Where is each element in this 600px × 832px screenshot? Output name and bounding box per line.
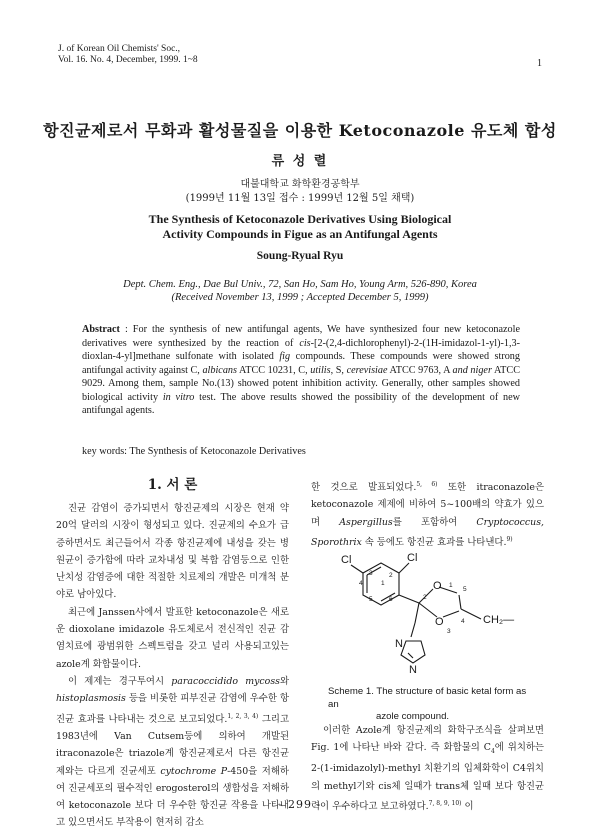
journal-line-2: Vol. 16. No. 4, December, 1999. 1~8 bbox=[58, 55, 198, 65]
nitrogen-label: N bbox=[395, 638, 403, 650]
chlorine-label: Cl bbox=[341, 554, 352, 566]
text-run: 또한 itraconazole은 ketoconazole 제제에 비하여 5~100배의 약효가 있으며 bbox=[311, 482, 544, 528]
scheme-caption-line-2: azole compound. bbox=[376, 711, 450, 722]
abstract-italic: in vitro bbox=[162, 391, 195, 403]
oxygen-label: O bbox=[435, 616, 444, 628]
english-dates: (Received November 13, 1999 ; Accepted December 5, 1999) bbox=[171, 292, 429, 303]
text-run: 속 등에도 항진균 효과를 나타낸다. bbox=[361, 537, 507, 549]
ring-number: 2 bbox=[423, 594, 427, 601]
abstract-italic: fig bbox=[279, 351, 291, 362]
abstract-label: Abstract bbox=[82, 324, 120, 335]
korean-dates: (1999년 11월 13일 접수 : 1999년 12월 5일 채택) bbox=[185, 193, 415, 204]
subscript: 4 bbox=[490, 748, 495, 756]
abstract-italic: albicans bbox=[202, 364, 237, 376]
abstract-text: compounds. These compounds were showed strong antifungal activity against C, bbox=[82, 351, 520, 376]
text-run: 를 포함하여 bbox=[392, 516, 477, 528]
ring-number: 3 bbox=[369, 570, 373, 577]
ring-number: 5 bbox=[463, 586, 467, 593]
left-column bbox=[56, 500, 289, 832]
italic-run: histoplasmosis bbox=[56, 693, 126, 705]
journal-line-1: J. of Korean Oil Chemists' Soc., bbox=[58, 44, 181, 54]
abstract bbox=[82, 323, 520, 418]
ring-number: 3 bbox=[447, 628, 451, 635]
methylene-label: CH₂— bbox=[483, 614, 515, 626]
chlorine-label: Cl bbox=[407, 552, 418, 564]
italic-run: cytochrome P bbox=[160, 765, 228, 777]
scheme-caption bbox=[328, 686, 538, 724]
bonds bbox=[351, 563, 481, 663]
reference-superscript: 1, 2, 3, 4) bbox=[227, 712, 259, 720]
section-heading: 1. 서 론 bbox=[147, 477, 198, 493]
reference-superscript: 9) bbox=[506, 536, 513, 544]
ring-number: 6 bbox=[389, 596, 393, 603]
italic-run: Cryptococcus, Sporothrix bbox=[311, 516, 544, 549]
text-run: 이 bbox=[461, 801, 474, 813]
text-run: -450을 저해하여 진균세포의 필수적인 erogosterol의 생합성을 저해하여 ketoconazole 보다 더 우수한 항진균 작용을 나타내고 있으면서도 부작용이 현저히 감소 bbox=[56, 765, 289, 829]
abstract-text: ATCC 9029. Among them, sample No.(13) showed potent inhibition activity. Generally, other samples showed biological activity bbox=[82, 364, 520, 403]
ring-number: 4 bbox=[359, 580, 363, 587]
text-run: 이 제제는 경구투여시 bbox=[68, 675, 172, 687]
english-author: Soung-Ryual Ryu bbox=[256, 250, 344, 262]
abstract-text: : For the synthesis of new antifungal agents, We have synthesized four new ketoconazole derivatives were synthesized by the reaction of bbox=[82, 324, 520, 349]
abstract-italic: and niger bbox=[452, 364, 492, 376]
text-run: 한 것으로 발표되었다. bbox=[311, 482, 417, 494]
nitrogen-label: N bbox=[409, 664, 417, 676]
abstract-text: test. The above results showed the possibility of the development of new antifungal agents. bbox=[82, 391, 520, 416]
chemical-structure-scheme bbox=[311, 541, 544, 681]
italic-run: Aspergillus bbox=[339, 516, 393, 528]
abstract-text: ATCC 9763, A bbox=[387, 364, 453, 376]
abstract-italic: utilis bbox=[310, 364, 331, 376]
paragraph: 최근에 Janssen사에서 발표한 ketoconazole은 새로운 dioxolane imidazole 유도체로서 전신적인 진균 감염치료에 광범위한 스펙트럼을 갖고 널리 사용되고있는 azole계 화합물이다. bbox=[56, 606, 289, 670]
paragraph: 진균 감염이 증가되면서 항진균제의 시장은 현재 약 20억 달러의 시장이 형성되고 있다. 진균제의 수요가 급증하면서도 최근들어서 각종 항진균제에 내성을 갖는 병원균이 증가함에 따라 교차내성 및 복합 감염등으로 인한 난치성 감염증에 대한 적절한 치료제의 개발은 미개척 분야로 남아있다. bbox=[56, 503, 289, 601]
ring-numbers bbox=[359, 570, 467, 635]
text-run: 그리고 1983년에 Van Cutsem등에 의하여 개발된 itraconazole은 triazole계 항진균제로서 다른 항진균제와는 다르게 진균세포 bbox=[56, 713, 289, 777]
english-title-line-2: Activity Compounds in Figue as an Antifungal Agents bbox=[162, 227, 438, 241]
english-affiliation: Dept. Chem. Eng., Dae Bul Univ., 72, San Ho, Sam Ho, Young Arm, 526-890, Korea bbox=[123, 279, 477, 290]
ring-number: 5 bbox=[369, 596, 373, 603]
text-run: 와 bbox=[279, 675, 290, 687]
journal-citation bbox=[58, 44, 198, 66]
korean-author: 류 성 렬 bbox=[271, 154, 329, 169]
scheme-caption-line-1: Scheme 1. The structure of basic ketal form as an bbox=[328, 686, 527, 710]
italic-run: paracoccidido mycoss bbox=[171, 675, 280, 687]
ring-number: 1 bbox=[449, 582, 453, 589]
abstract-italic: cis bbox=[299, 337, 311, 349]
text-run: 이러한 Azole계 항진균제의 화학구조식을 살펴보면 Fig. 1에 나타난 바와 같다. 즉 화합물의 C bbox=[311, 725, 544, 754]
abstract-italic: cerevisiae bbox=[346, 364, 388, 376]
reference-superscript: 7, 8, 9, 10) bbox=[428, 800, 462, 808]
oxygen-label: O bbox=[433, 580, 442, 592]
korean-affiliation: 대불대학교 화학환경공학부 bbox=[240, 179, 360, 190]
ring-number: 4 bbox=[461, 618, 465, 625]
abstract-text: , S, bbox=[330, 364, 347, 376]
text-run: 에 위치하는 2-(1-imidazolyl)-methyl 치환기의 입체화학이 C4위치의 methyl기와 cis체 일때가 trans체 일때 보다 항진균력이 우수하다고 보고하였다. bbox=[311, 742, 544, 813]
ring-number: 2 bbox=[389, 572, 393, 579]
ring-number: 1 bbox=[381, 580, 385, 587]
abstract-text: -[2-(2,4-dichlorophenyl)-2-(1H-imidazol-1-yl)-1,3-dioxlan-4-yl]methane sulfonate with isolated bbox=[82, 337, 520, 362]
page-number: 1 bbox=[537, 58, 542, 69]
abstract-text: ATCC 10231, C, bbox=[236, 364, 311, 376]
english-affiliation-block bbox=[0, 278, 600, 304]
korean-title: 항진균제로서 무화과 활성물질을 이용한 Ketoconazole 유도체 합성 bbox=[43, 121, 557, 140]
page-footer-number: - 299 - bbox=[278, 798, 322, 811]
english-title bbox=[0, 212, 600, 242]
english-title-line-1: The Synthesis of Ketoconazole Derivatives Using Biological bbox=[148, 212, 452, 226]
reference-superscript: 5, 6) bbox=[416, 481, 438, 488]
keywords: key words: The Synthesis of Ketoconazole Derivatives bbox=[82, 446, 306, 457]
text-run: 등을 비롯한 피부진균 감염에 우수한 항진균 효과를 나타내는 것으로 보고되었다. bbox=[56, 693, 289, 725]
